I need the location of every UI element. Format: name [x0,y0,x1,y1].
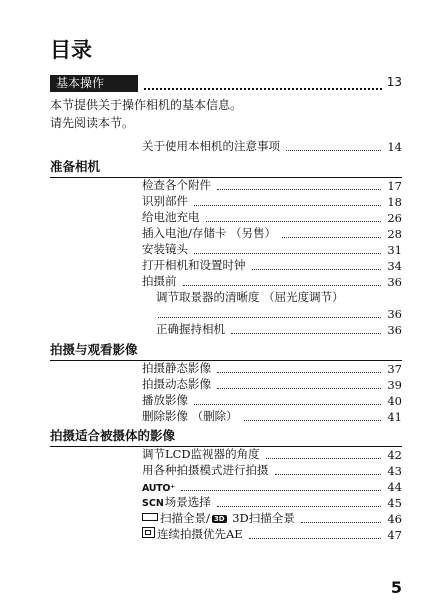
toc-entry[interactable] [142,408,402,424]
toc-entry-page: 18 [387,195,402,209]
toc-entry-auto-plus[interactable] [142,478,402,494]
dot-leader [158,317,381,318]
toc-entry-page: 42 [387,448,402,462]
3d-sweep-panorama-icon: 3D [213,515,225,523]
dot-leader [244,420,382,421]
toc-entry-page: 26 [387,211,402,225]
toc-entry-label: 关于使用本相机的注意事项 [142,139,280,153]
toc-entry-page: 47 [387,528,402,542]
intro-line-2: 请先阅读本节。 [50,116,135,130]
toc-entry-label: 扫描全景/ [160,511,210,525]
section-heading-shooting-viewing: 拍摄与观看影像 [50,340,402,361]
toc-entry-label: 播放影像 [142,393,188,407]
toc-subentry[interactable] [156,321,402,337]
toc-entry-label: 打开相机和设置时钟 [142,258,246,272]
toc-entry[interactable] [142,360,402,376]
basic-operation-bar[interactable] [50,74,402,94]
toc-entry-page: 36 [387,323,402,337]
toc-entry-page: 17 [387,179,402,193]
toc-entry-label: 场景选择 [164,495,211,509]
toc-entry-label: 用各种拍摄模式进行拍摄 [142,463,269,477]
toc-entry-page: 40 [387,394,402,408]
scene-selection-icon: SCN [142,498,164,509]
toc-entry-label-2: 3D扫描全景 [232,511,295,525]
toc-entry-label: 拍摄前 [142,274,177,288]
toc-entry-continuous-priority-ae[interactable] [142,526,402,542]
page-title: 目录 [50,38,92,62]
toc-subentry-continued[interactable] [158,305,402,321]
toc-entry-precautions[interactable] [142,138,402,154]
toc-entry[interactable] [142,462,402,478]
dot-leader [286,150,381,151]
dot-leader [275,474,382,475]
toc-entry-page: 36 [387,307,402,321]
toc-subentry[interactable] [156,289,402,305]
intro-text [50,96,242,132]
dot-leader [194,205,381,206]
toc-entry[interactable] [142,225,402,241]
toc-entry-label: 识别部件 [142,194,188,208]
dot-leader [217,506,382,507]
toc-entry-label: 安装镜头 [142,242,188,256]
section-heading-subject-shooting: 拍摄适合被摄体的影像 [50,426,402,447]
dot-leader [231,333,381,334]
basic-operation-label: 基本操作 [50,75,138,92]
toc-entry-label: 插入电池/存储卡 （另售） [142,226,277,240]
toc-entry[interactable] [142,376,402,392]
toc-entry-scene-selection[interactable] [142,494,402,510]
toc-entry[interactable] [142,257,402,273]
dot-leader [301,522,382,523]
toc-entry[interactable] [142,193,402,209]
toc-entry-page: 28 [387,227,402,241]
auto-plus-icon: AUTO⁺ [142,483,175,494]
toc-entry-page: 39 [387,378,402,392]
dot-leader [217,388,381,389]
dot-leader [144,75,382,90]
toc-entry-page: 14 [387,140,402,154]
dot-leader [252,269,382,270]
toc-entry[interactable] [142,209,402,225]
toc-entry[interactable] [142,273,402,289]
section-heading-preparing: 准备相机 [50,157,402,178]
dot-leader [183,285,382,286]
toc-entry-page: 31 [387,243,402,257]
toc-entry-label: 拍摄静态影像 [142,361,211,375]
basic-operation-page: 13 [386,75,402,89]
dot-leader [217,189,381,190]
toc-entry-sweep-panorama[interactable] [142,510,402,526]
toc-entry-label: 给电池充电 [142,210,200,224]
toc-entry-page: 34 [387,259,402,273]
dot-leader [266,458,382,459]
toc-entry-page: 44 [387,480,402,494]
toc-entry-page: 36 [387,275,402,289]
intro-line-1: 本节提供关于操作相机的基本信息。 [50,98,243,112]
toc-entry[interactable] [142,241,402,257]
toc-entry-page: 43 [387,464,402,478]
toc-entry[interactable] [142,392,402,408]
toc-entry-page: 46 [387,512,402,526]
toc-entry-label: 连续拍摄优先AE [157,527,243,541]
dot-leader [194,404,381,405]
toc-entry-label: 删除影像 （删除） [142,409,238,423]
dot-leader [249,538,382,539]
toc-entry-label: 调节LCD监视器的角度 [142,447,260,461]
toc-entry-page: 37 [387,362,402,376]
page-number: 5 [390,578,402,597]
toc-entry-label: 拍摄动态影像 [142,377,211,391]
dot-leader [206,221,382,222]
toc-entry-label: 检查各个附件 [142,178,211,192]
toc-entry-page: 41 [387,410,402,424]
continuous-priority-ae-icon [142,527,155,538]
toc-entry-page: 45 [387,496,402,510]
toc-entry[interactable] [142,446,402,462]
dot-leader [217,372,381,373]
toc-entry-label: 调节取景器的清晰度 （屈光度调节） [156,290,344,304]
dot-leader [282,237,381,238]
toc-entry-label: 正确握持相机 [156,322,225,336]
dot-leader [194,253,381,254]
toc-entry[interactable] [142,177,402,193]
dot-leader [181,490,382,491]
sweep-panorama-icon [142,513,158,521]
